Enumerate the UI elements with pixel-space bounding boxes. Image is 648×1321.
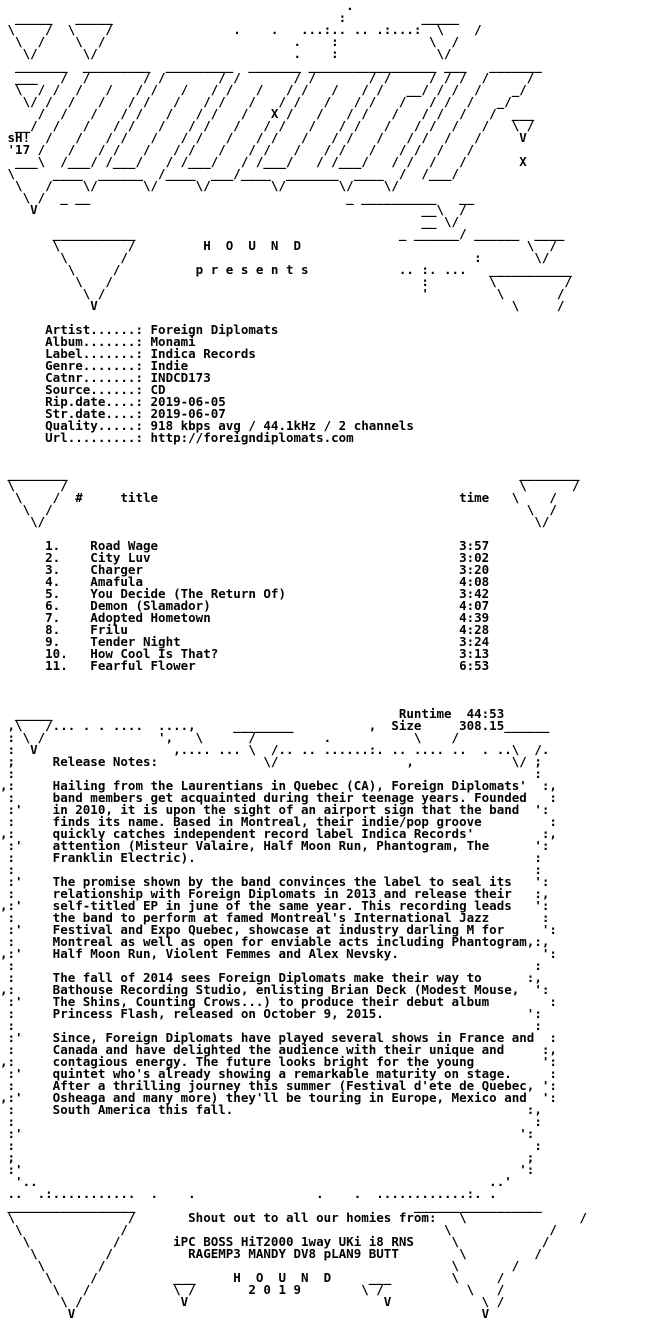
nfo-line: 5. You Decide (The Return Of) 3:42: [0, 586, 490, 601]
nfo-line: [0, 444, 648, 456]
nfo-line: \ / \ /: [0, 1258, 520, 1273]
nfo-line: \ / H O U N D \ /: [0, 238, 557, 253]
nfo-line: _____ _____ : _____: [0, 10, 460, 25]
nfo-line: :' The promise shown by the band convinces the label to seal its ':: [0, 874, 550, 889]
nfo-line: Label.......: Indica Records: [0, 346, 256, 361]
nfo-line: V V: [0, 1306, 490, 1321]
nfo-line: \ / Shout out to all our homies from: \ /: [0, 1210, 587, 1225]
nfo-line: Quality.....: 918 kbps avg / 44.1kHz / 2 channels: [0, 418, 414, 433]
nfo-line: \ / ___ H O U N D ___ \ /: [0, 1270, 505, 1285]
nfo-line: \ / \ /: [0, 502, 557, 517]
nfo-line: :' attention (Misteur Valaire, Half Moon Run, Phantogram, The ':: [0, 838, 550, 853]
nfo-line: 4. Amafula 4:08: [0, 574, 490, 589]
nfo-line: ________ ________: [0, 466, 580, 481]
nfo-line: Artist......: Foreign Diplomats: [0, 322, 279, 337]
nfo-line: 11. Fearful Flower 6:53: [0, 658, 490, 673]
nfo-line: ,:' Half Moon Run, Violent Femmes and Alex Nevsky. ':: [0, 946, 557, 961]
nfo-line: V \ /: [0, 298, 565, 313]
nfo-line: _________________ _________________: [0, 1198, 542, 1213]
nfo-line: _____ Runtime 44:53: [0, 706, 505, 721]
nfo-line: \ / p r e s e n t s .. :. ... ___________: [0, 262, 572, 277]
nfo-line: : :: [0, 862, 542, 877]
nfo-line: ; ;: [0, 1150, 535, 1165]
nfo-line: Catnr.......: INDCD173: [0, 370, 211, 385]
nfo-line: ,: contagious energy. The future looks bright for the young ':: [0, 1054, 557, 1069]
nfo-line: \/ \/: [0, 514, 550, 529]
nfo-line: \/ / / / / / / / / / / / / / / / / / / _/: [0, 94, 512, 109]
nfo-line: 2. City Luv 3:02: [0, 550, 490, 565]
nfo-line: : :: [0, 1138, 542, 1153]
nfo-line: :' in 2010, it is upon the sight of an airport sign that the band ':: [0, 802, 550, 817]
nfo-line: Str.date....: 2019-06-07: [0, 406, 226, 421]
nfo-line: Album.......: Monami: [0, 334, 196, 349]
nfo-line: : The fall of 2014 sees Foreign Diplomats make their way to :,: [0, 970, 542, 985]
nfo-line: \ / : \ /: [0, 274, 572, 289]
nfo-line: ,\ /... . . .... ...., ________ , Size 308.15______: [0, 718, 550, 733]
nfo-line: : Franklin Electric). :: [0, 850, 542, 865]
nfo-line: \ / \/ \/ \/ \/ \/ \/: [0, 178, 399, 193]
nfo-line: Source......: CD: [0, 382, 166, 397]
nfo-line: : :: [0, 766, 542, 781]
nfo-line: \ / _ __ _ __________ __: [0, 190, 475, 205]
nfo-line: :' quintet who's already showing a remarkable maturity on stage. :: [0, 1066, 557, 1081]
nfo-line: 1. Road Wage 3:57: [0, 538, 490, 553]
nfo-line: / / / / / / / / / X / / / / / / / / / ___: [0, 106, 535, 121]
nfo-line: : Princess Flash, released on October 9, 2015. ':: [0, 1006, 542, 1021]
nfo-line: : Montreal as well as open for enviable acts including Phantogram,:,: [0, 934, 550, 949]
nfo-line: \ / V V \ /: [0, 1294, 505, 1309]
nfo-line: :' Festival and Expo Quebec, showcase at industry darling M for ':: [0, 922, 557, 937]
nfo-line: \ / ' \ /: [0, 286, 565, 301]
nfo-line: [0, 672, 648, 684]
nfo-line: \ / RAGEMP3 MANDY DV8 pLAN9 BUTT \ /: [0, 1246, 542, 1261]
nfo-line: : the band to perform at famed Montreal's International Jazz :: [0, 910, 550, 925]
nfo-line: :' The Shins, Counting Crows...) to produce their debut album :: [0, 994, 557, 1009]
nfo-line: Rip.date....: 2019-06-05: [0, 394, 226, 409]
nfo-line: ,: Hailing from the Laurentians in Quebec (CA), Foreign Diplomats' :,: [0, 778, 557, 793]
nfo-line: \ / \ /: [0, 478, 580, 493]
nfo-line: Genre.......: Indie: [0, 358, 189, 373]
nfo-line: \/ \/ . : \/: [0, 46, 452, 61]
nfo-line: \ / : \/: [0, 250, 550, 265]
nfo-line: V __\ /: [0, 202, 467, 217]
nfo-line: ___________ _ ______/ ______ ____: [0, 226, 565, 241]
nfo-line: :' ':: [0, 1126, 535, 1141]
nfo-line: : After a thrilling journey this summer (Festival d'ete de Quebec, ':: [0, 1078, 557, 1093]
nfo-line: \ / \ / . : \ /: [0, 34, 460, 49]
nfo-line: ___ / / / / / / / / / / / / / / /: [0, 70, 535, 85]
nfo-line: 6. Demon (Slamador) 4:07: [0, 598, 490, 613]
nfo-line: \ / \ /: [0, 1222, 557, 1237]
nfo-line: : South America this fall. :,: [0, 1102, 542, 1117]
nfo-line: 10. How Cool Is That? 3:13: [0, 646, 490, 661]
nfo-line: 7. Adopted Hometown 4:39: [0, 610, 490, 625]
nfo-line: : relationship with Foreign Diplomats in 2013 and release their :,: [0, 886, 550, 901]
nfo-line: 3. Charger 3:20: [0, 562, 490, 577]
nfo-line: : \ / ', \ / . \ /: [0, 730, 460, 745]
nfo-line: : V ,.... ... \ /.. .. ......:. .. .... .. . ..\ /.: [0, 742, 550, 757]
nfo-line: \ / iPC BOSS HiT2000 1way UKi i8 RNS \ /: [0, 1234, 550, 1249]
nfo-line: : :: [0, 1114, 542, 1129]
nfo-line: : :: [0, 958, 542, 973]
nfo-line: :' Since, Foreign Diplomats have played several shows in France and :: [0, 1030, 557, 1045]
nfo-line: Url.........: http://foreigndiplomats.com: [0, 430, 354, 445]
nfo-line: : finds its name. Based in Montreal, their indie/pop groove :: [0, 814, 557, 829]
nfo-line: \ / # title time \ /: [0, 490, 557, 505]
nfo-line: : :: [0, 1018, 542, 1033]
nfo-line: : Canada and have delighted the audience with their unique and :,: [0, 1042, 557, 1057]
nfo-line: [0, 684, 648, 696]
nfo-line: .: [0, 0, 354, 13]
nfo-line: '.. ..': [0, 1174, 512, 1189]
nfo-line: : band members get acquainted during their teenage years. Founded :: [0, 790, 557, 805]
nfo-line: \ ____ ______ /____ ___/____ _______ ____ / /___/: [0, 166, 460, 181]
nfo-line: 8. Frilu 4:28: [0, 622, 490, 637]
nfo-line: ; Release Notes: \/ , \/ ;: [0, 754, 542, 769]
nfo-line: 9. Tender Night 3:24: [0, 634, 490, 649]
nfo-line: ,: quickly catches independent record label Indica Records' :,: [0, 826, 557, 841]
nfo-line: \ / \ / 2 0 1 9 \ / \ /: [0, 1282, 505, 1297]
nfo-line: sH! / / / / / / / / / / / / / / / / / / V: [0, 130, 527, 145]
nfo-line: '17 / / / / / / / / / / / / / / / / / /: [0, 142, 475, 157]
nfo-line: .. .:........... . . . . ............:. .: [0, 1186, 497, 1201]
nfo-line: \ / \ / . . ...:.. .. .:...: \ /: [0, 22, 482, 37]
nfo-line: \ / / / / / / / / / / / / / / / __/ / / / _/: [0, 82, 527, 97]
nfo-line: ,:' Osheaga and many more) they'll be touring in Europe, Mexico and ':: [0, 1090, 557, 1105]
nfo-line: ___\ /___/ /___/ / /___/ / /___/ / /___/ / / / / X: [0, 154, 527, 169]
nfo-line: __ \/: [0, 214, 460, 229]
nfo-line: _______ _________ _________ _______ _________________ ___ _______: [0, 58, 542, 73]
nfo-line: ,:' self-titled EP in june of the same year. This recording leads ':: [0, 898, 550, 913]
nfo-line: ,: Bathouse Recording Studio, enlisting Brian Deck (Modest Mouse, ':: [0, 982, 550, 997]
nfo-line: :' ':: [0, 1162, 535, 1177]
nfo-line: __/ / / / / / / / / / / / / / / / / / / \ /: [0, 118, 535, 133]
